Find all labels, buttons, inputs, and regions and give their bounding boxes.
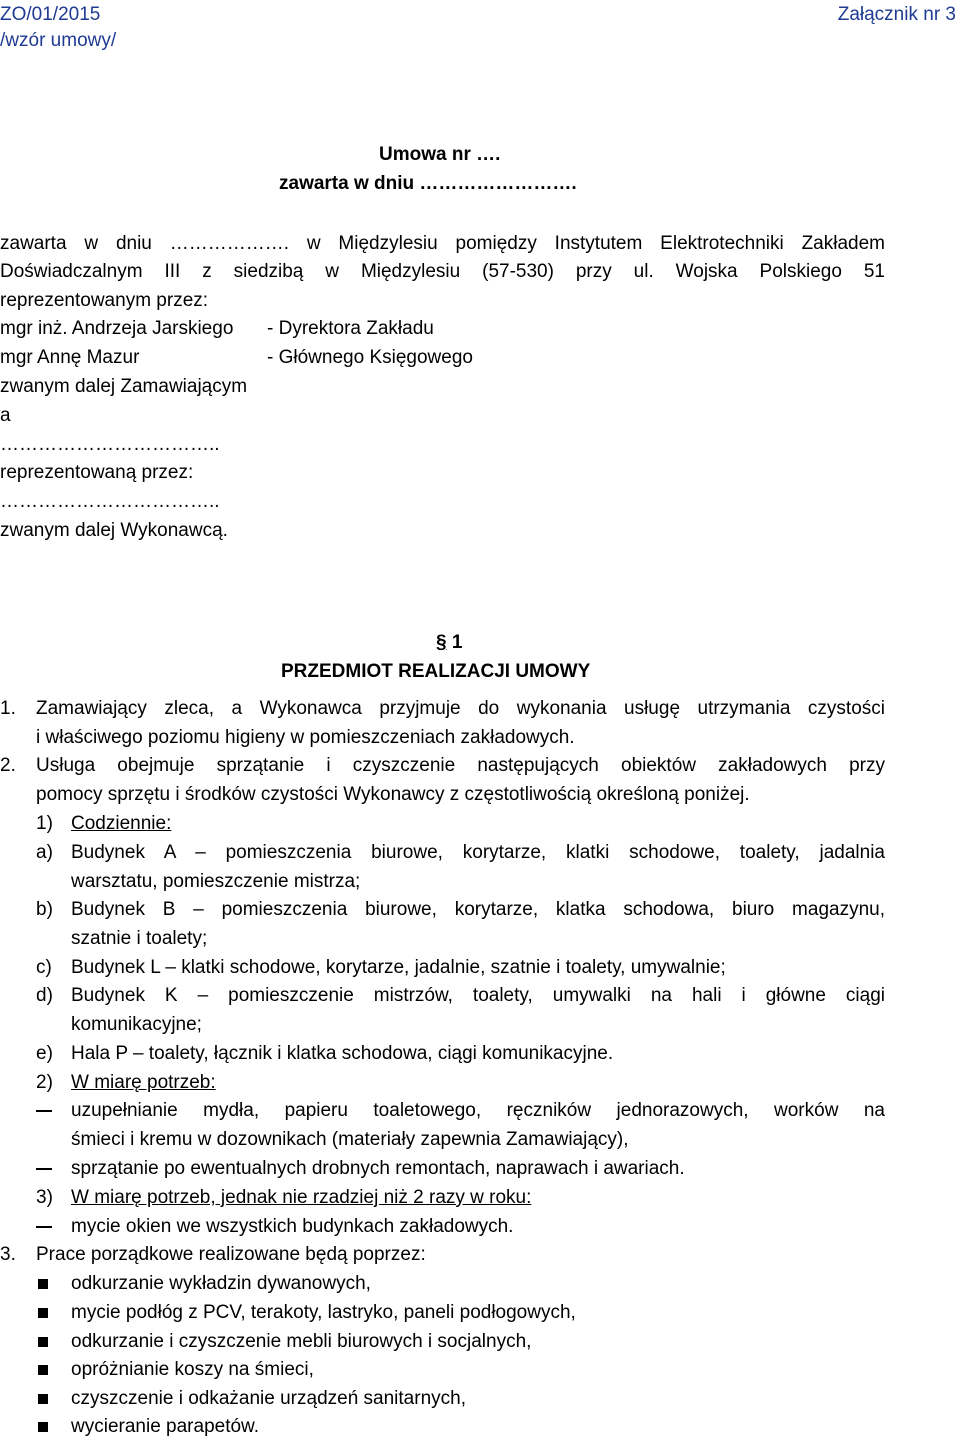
works-bullet-2 [38, 1298, 48, 1327]
works-item-1: odkurzanie wykładzin dywanowych, [71, 1273, 371, 1294]
item-c-letter: c) [36, 957, 52, 978]
parties-intro-line1: zawarta w dniu ………………. w Międzylesiu pomiędzy Instytutem Elektrotechniki Zakładem [0, 233, 885, 254]
paragraph-1-line1: Zamawiający zleca, a Wykonawca przyjmuje do wykonania usługę utrzymania czystości [36, 698, 885, 719]
contractor-representative-blank: …………………………….. [0, 491, 220, 512]
works-item-4: opróżnianie koszy na śmieci, [71, 1359, 314, 1380]
paragraph-2-line1: Usługa obejmuje sprzątanie i czyszczenie następujących obiektów zakładowych przy [36, 755, 885, 776]
document-reference: ZO/01/2015 [0, 4, 101, 25]
template-label: /wzór umowy/ [0, 30, 117, 51]
paragraph-2-line2: pomocy sprzętu i środków czystości Wykonawcy z częstotliwością określoną poniżej. [36, 784, 750, 805]
twice-yearly-label: W miarę potrzeb, jednak nie rzadziej niż 2 razy w roku: [71, 1187, 532, 1208]
section-number-value: 1 [451, 632, 463, 653]
paragraph-1-number: 1. [0, 698, 16, 719]
as-needed-item-2: sprzątanie po ewentualnych drobnych remontach, naprawach i awariach. [71, 1158, 685, 1179]
works-bullet-3 [38, 1327, 48, 1356]
item-b-line2: szatnie i toalety; [71, 928, 208, 949]
twice-yearly-dash-1 [36, 1212, 52, 1241]
works-bullet-1 [38, 1269, 48, 1298]
item-b-letter: b) [36, 899, 53, 920]
as-needed-dash-2 [36, 1154, 52, 1183]
works-item-5: czyszczenie i odkażanie urządzeń sanitarnych, [71, 1388, 466, 1409]
representative-1-role: - Dyrektora Zakładu [267, 318, 434, 339]
contractor-label: zwanym dalej Wykonawcą. [0, 520, 228, 541]
item-a-line1: Budynek A – pomieszczenia biurowe, korytarze, klatki schodowe, toalety, jadalnia [71, 842, 885, 863]
ordering-party-label: zwanym dalej Zamawiającym [0, 376, 248, 397]
item-c-line1: Budynek L – klatki schodowe, korytarze, jadalnie, szatnie i toalety, umywalnie; [71, 957, 726, 978]
item-b-line1: Budynek B – pomieszczenia biurowe, korytarze, klatka schodowa, biuro magazynu, [71, 899, 885, 920]
contract-date-line: zawarta w dniu ……………………. [279, 173, 577, 194]
as-needed-label: W miarę potrzeb: [71, 1072, 216, 1093]
representative-2-name: mgr Annę Mazur [0, 347, 140, 368]
item-e-letter: e) [36, 1043, 53, 1064]
paragraph-1-line2: i właściwego poziomu higieny w pomieszczeniach zakładowych. [36, 727, 575, 748]
represented-by-label: reprezentowanym przez: [0, 290, 209, 311]
works-bullet-4 [38, 1355, 48, 1384]
as-needed-number: 2) [36, 1072, 53, 1093]
section-symbol: § [436, 632, 447, 653]
contract-title: Umowa nr …. [379, 144, 501, 165]
item-a-line2: warsztatu, pomieszczenie mistrza; [71, 871, 361, 892]
section-number [436, 628, 462, 657]
works-item-3: odkurzanie i czyszczenie mebli biurowych i socjalnych, [71, 1331, 532, 1352]
twice-yearly-number: 3) [36, 1187, 53, 1208]
parties-intro-line2: Doświadczalnym III z siedzibą w Międzylesiu (57-530) przy ul. Wojska Polskiego 51 [0, 261, 885, 282]
contractor-represented-label: reprezentowaną przez: [0, 462, 194, 483]
item-d-line2: komunikacyjne; [71, 1014, 202, 1035]
item-a-letter: a) [36, 842, 53, 863]
works-bullet-5 [38, 1384, 48, 1413]
as-needed-item-1-line1: uzupełnianie mydła, papieru toaletowego, ręczników jednorazowych, worków na [71, 1100, 885, 1121]
item-d-letter: d) [36, 985, 53, 1006]
as-needed-item-1-line2: śmieci i kremu w dozownikach (materiały zapewnia Zamawiający), [71, 1129, 629, 1150]
daily-number: 1) [36, 813, 53, 834]
representative-1-name: mgr inż. Andrzeja Jarskiego [0, 318, 234, 339]
annex-number: Załącznik nr 3 [837, 4, 956, 25]
as-needed-dash-1 [36, 1096, 52, 1125]
section-heading: PRZEDMIOT REALIZACJI UMOWY [281, 661, 591, 682]
works-bullet-6 [38, 1412, 48, 1441]
conjunction: a [0, 405, 11, 426]
works-item-6: wycieranie parapetów. [71, 1416, 259, 1437]
paragraph-3-line1: Prace porządkowe realizowane będą poprzez: [36, 1244, 426, 1265]
daily-label: Codziennie: [71, 813, 172, 834]
item-e-line1: Hala P – toalety, łącznik i klatka schodowa, ciągi komunikacyjne. [71, 1043, 614, 1064]
paragraph-2-number: 2. [0, 755, 16, 776]
representative-2-role: - Głównego Księgowego [267, 347, 473, 368]
contractor-name-blank: …………………………….. [0, 434, 220, 455]
paragraph-3-number: 3. [0, 1244, 16, 1265]
works-item-2: mycie podłóg z PCV, terakoty, lastryko, paneli podłogowych, [71, 1302, 576, 1323]
item-d-line1: Budynek K – pomieszczenie mistrzów, toalety, umywalki na hali i główne ciągi [71, 985, 885, 1006]
twice-yearly-item-1: mycie okien we wszystkich budynkach zakładowych. [71, 1216, 514, 1237]
